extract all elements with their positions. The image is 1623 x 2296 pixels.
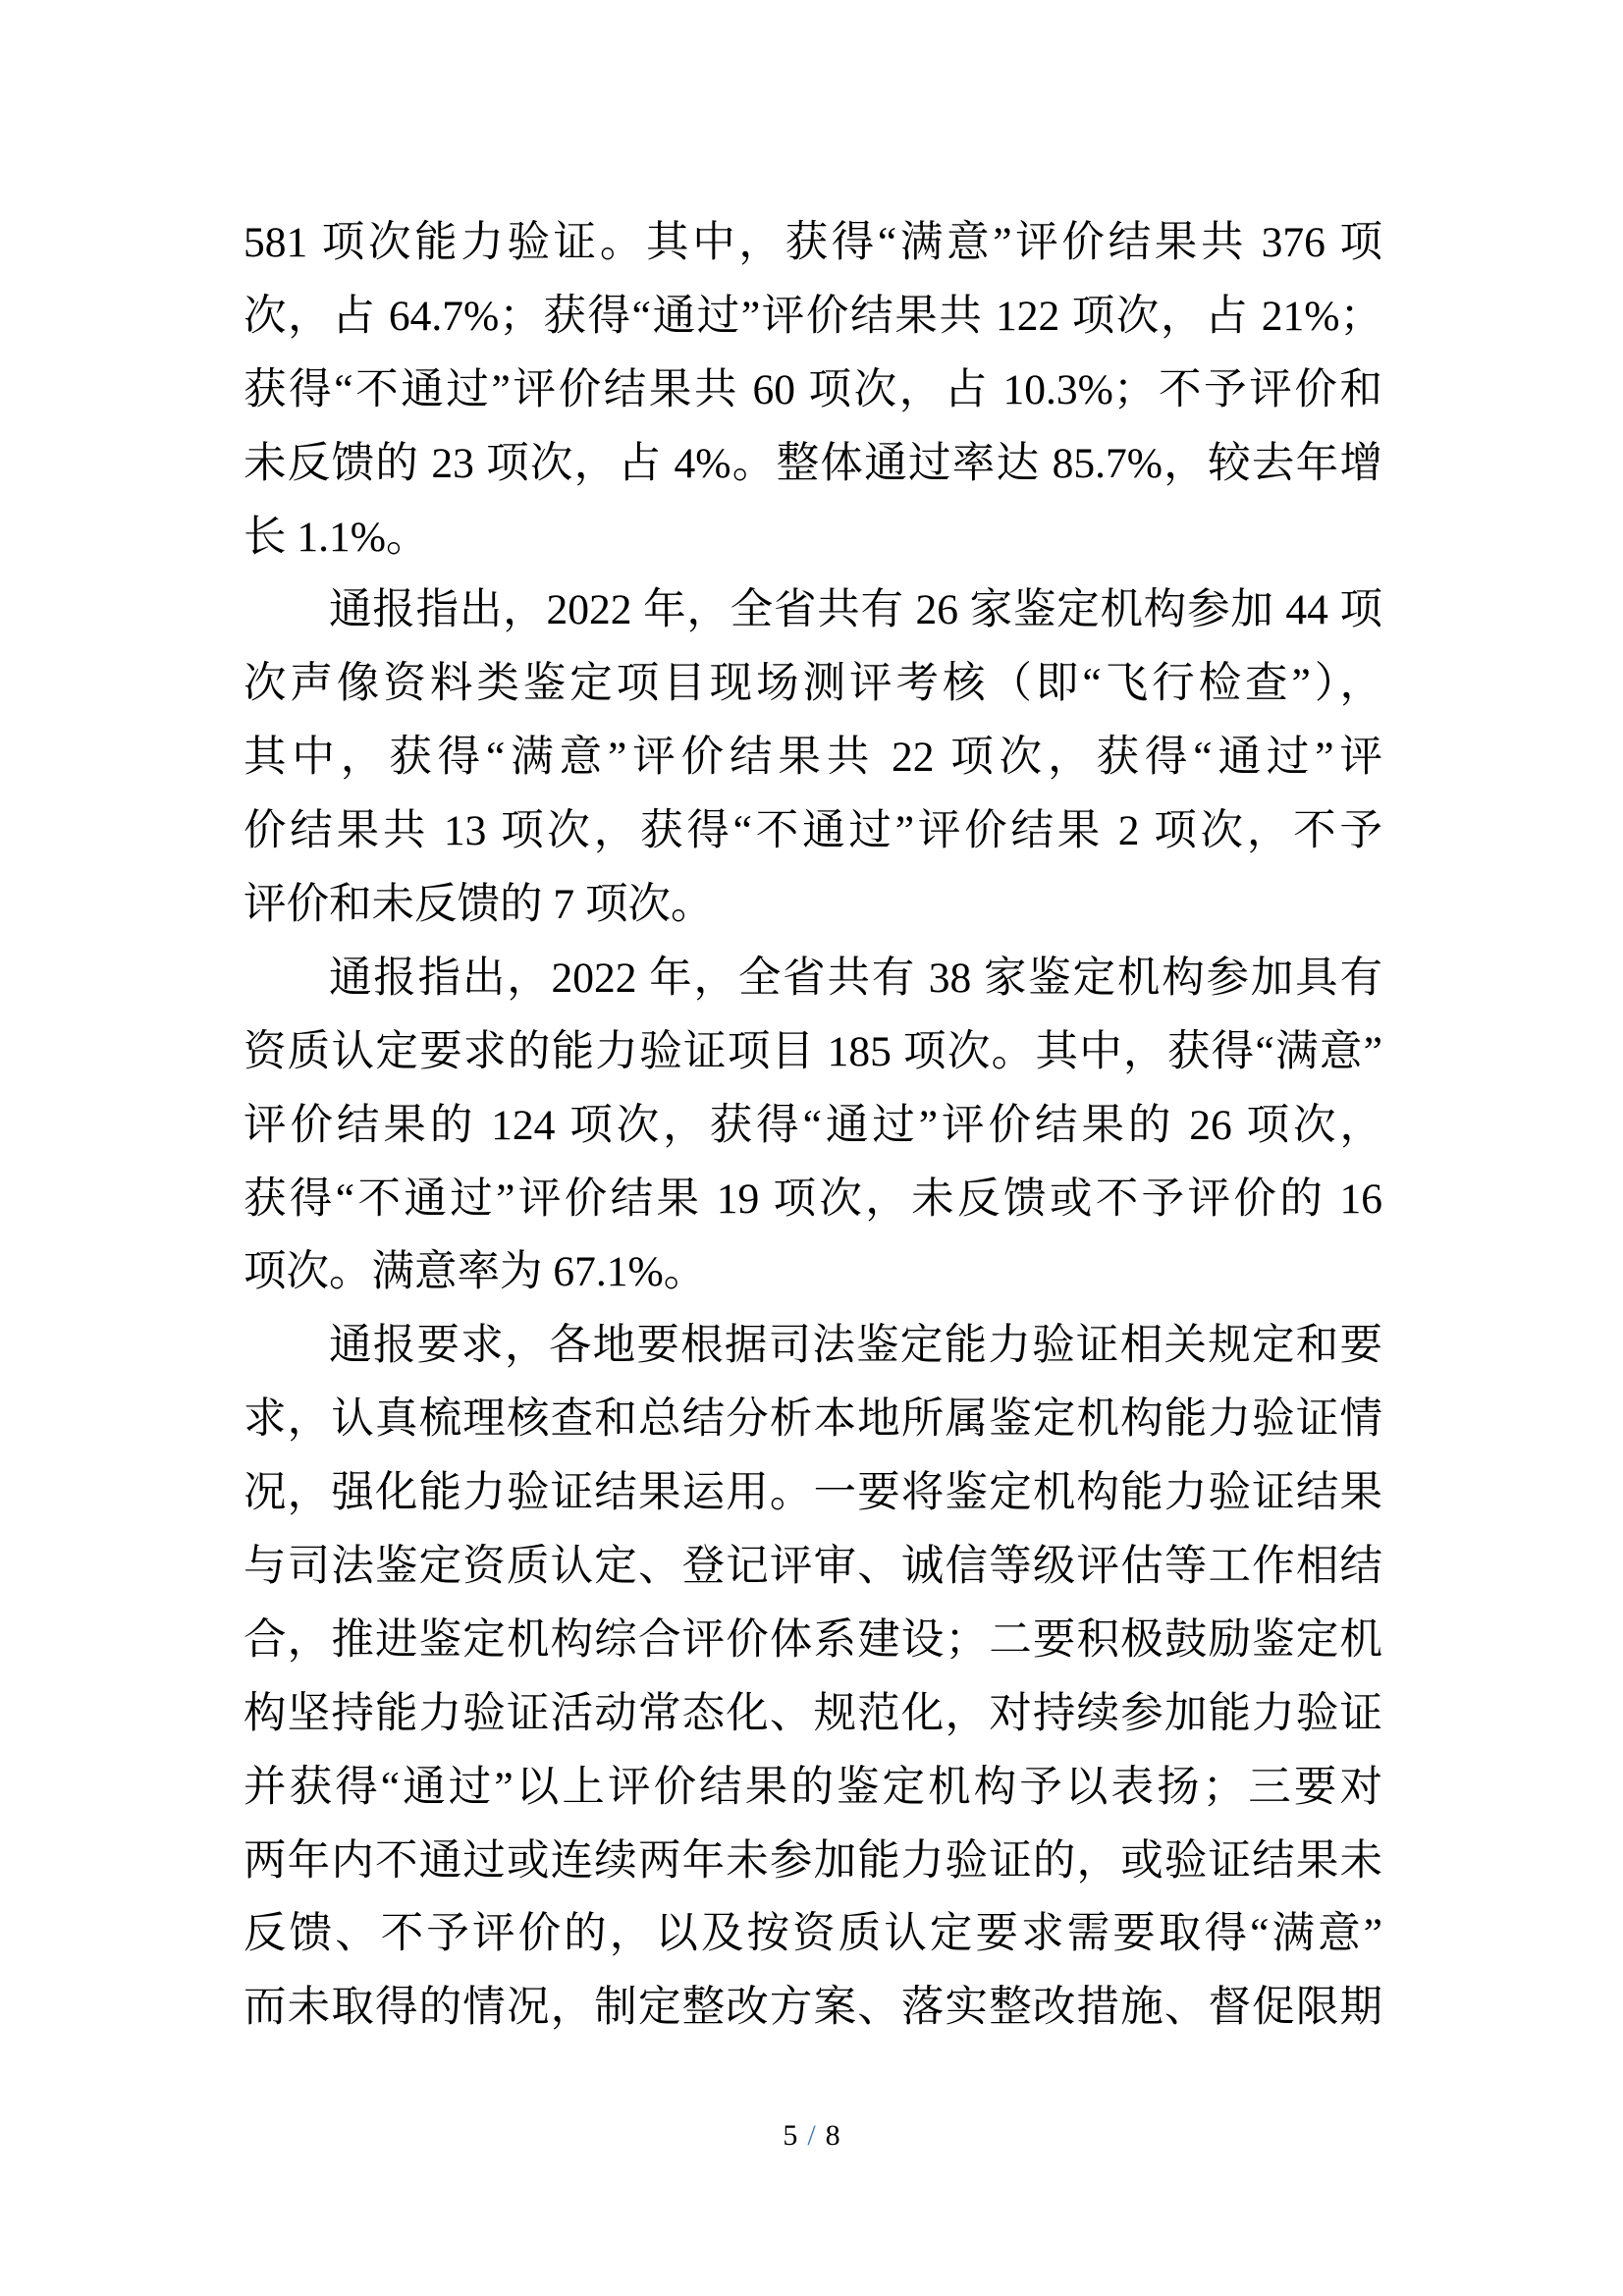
text-line: 与司法鉴定资质认定、登记评审、诚信等级评估等工作相结 xyxy=(243,1543,1382,1591)
text-line: 通报指出，2022 年，全省共有 26 家鉴定机构参加 44 项 xyxy=(329,586,1382,634)
text-line: 其中，获得“满意”评价结果共 22 项次，获得“通过”评 xyxy=(243,734,1382,782)
text-line: 未反馈的 23 项次，占 4%。整体通过率达 85.7%，较去年增 xyxy=(243,439,1382,487)
text-line: 况，强化能力验证结果运用。一要将鉴定机构能力验证结果 xyxy=(243,1469,1382,1517)
text-line: 合，推进鉴定机构综合评价体系建设；二要积极鼓励鉴定机 xyxy=(243,1615,1382,1664)
text-line: 而未取得的情况，制定整改方案、落实整改措施、督促限期 xyxy=(243,1984,1382,2032)
text-line: 长 1.1%。 xyxy=(243,513,429,561)
page-number-total: 8 xyxy=(825,2119,840,2152)
text-line: 项次。满意率为 67.1%。 xyxy=(243,1248,707,1296)
text-line: 获得“不通过”评价结果 19 项次，未反馈或不予评价的 16 xyxy=(243,1175,1382,1223)
text-line: 构坚持能力验证活动常态化、规范化，对持续参加能力验证 xyxy=(243,1689,1382,1737)
text-line: 评价结果的 124 项次，获得“通过”评价结果的 26 项次， xyxy=(243,1101,1382,1149)
page-number xyxy=(0,2116,1623,2156)
text-line: 获得“不通过”评价结果共 60 项次，占 10.3%；不予评价和 xyxy=(243,365,1382,413)
text-line: 次，占 64.7%；获得“通过”评价结果共 122 项次，占 21%； xyxy=(243,292,1382,340)
page-number-current: 5 xyxy=(783,2119,798,2152)
text-line: 次声像资料类鉴定项目现场测评考核（即“飞行检查”）， xyxy=(243,660,1382,708)
text-line: 581 项次能力验证。其中，获得“满意”评价结果共 376 项 xyxy=(243,219,1382,266)
document-body xyxy=(243,206,1382,2045)
text-line: 通报指出，2022 年，全省共有 38 家鉴定机构参加具有 xyxy=(329,954,1382,1002)
text-line: 反馈、不予评价的，以及按资质认定要求需要取得“满意” xyxy=(243,1910,1382,1958)
text-line: 通报要求，各地要根据司法鉴定能力验证相关规定和要 xyxy=(329,1322,1382,1370)
page-number-separator: / xyxy=(807,2119,816,2152)
text-line: 求，认真梳理核查和总结分析本地所属鉴定机构能力验证情 xyxy=(243,1395,1382,1444)
text-line: 资质认定要求的能力验证项目 185 项次。其中，获得“满意” xyxy=(243,1027,1382,1075)
text-line: 两年内不通过或连续两年未参加能力验证的，或验证结果未 xyxy=(243,1836,1382,1885)
text-line: 价结果共 13 项次，获得“不通过”评价结果 2 项次，不予 xyxy=(243,807,1382,855)
text-line: 并获得“通过”以上评价结果的鉴定机构予以表扬；三要对 xyxy=(243,1763,1382,1811)
text-line: 评价和未反馈的 7 项次。 xyxy=(243,881,714,929)
